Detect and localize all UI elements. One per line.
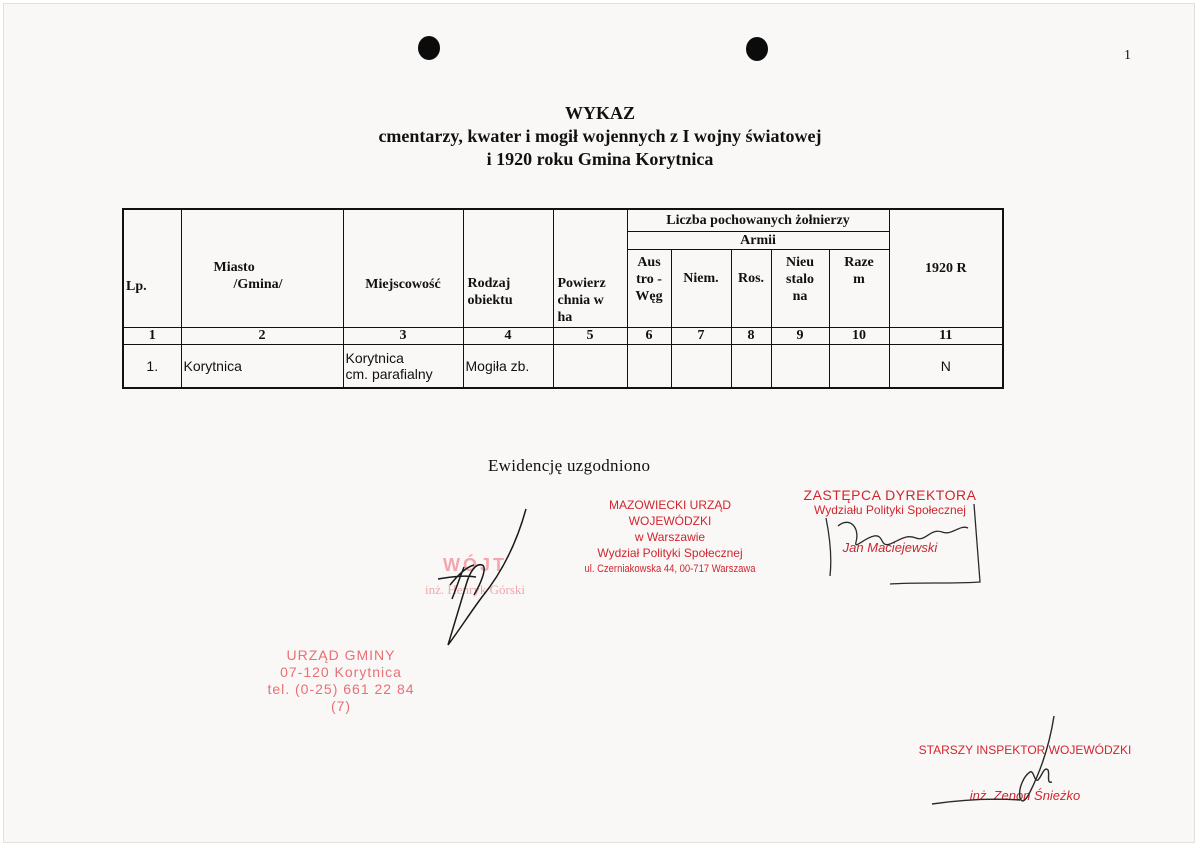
header-razem-line2: m xyxy=(853,271,865,287)
cell-austro xyxy=(627,344,671,388)
column-number: 1 xyxy=(123,327,181,344)
ewidencje-text: Ewidencję uzgodniono xyxy=(488,456,651,475)
column-number: 2 xyxy=(181,327,343,344)
header-miasto xyxy=(181,209,343,327)
header-razem xyxy=(829,249,889,327)
cell-miejscowosc-line2: cm. parafialny xyxy=(345,365,433,382)
cell-rodzaj: Mogiła zb. xyxy=(463,344,553,388)
mazowiecki-stamp-line3: Wydział Polityki Społecznej xyxy=(597,546,743,560)
column-number: 6 xyxy=(627,327,671,344)
header-powierzchnia-line2: chnia w xyxy=(557,292,604,308)
wojt-stamp-line1: WÓJT xyxy=(443,555,507,575)
cell-miasto: Korytnica xyxy=(181,344,343,388)
column-number: 4 xyxy=(463,327,553,344)
wojt-stamp-line2: inż. Henryk Górski xyxy=(424,582,525,597)
zastepca-stamp-line1: ZASTĘPCA DYREKTORA xyxy=(803,487,977,503)
header-miasto-line2: /Gmina/ xyxy=(233,276,283,292)
header-powierzchnia xyxy=(553,209,627,327)
header-miasto-line1: Miasto xyxy=(213,259,255,275)
header-lp: Lp. xyxy=(123,209,181,327)
header-nieustalona-line2: stalo xyxy=(786,271,814,287)
table-row xyxy=(123,344,1003,388)
column-number: 3 xyxy=(343,327,463,344)
column-number: 9 xyxy=(771,327,829,344)
urzad-gminy-stamp-line1: URZĄD GMINY xyxy=(286,647,396,663)
urzad-gminy-stamp-line4: (7) xyxy=(330,698,352,714)
document-title: WYKAZ xyxy=(564,103,635,123)
page-number: 1 xyxy=(1124,48,1131,63)
punch-hole-left xyxy=(418,36,440,60)
wojt-signature xyxy=(430,505,540,650)
column-number: 5 xyxy=(553,327,627,344)
column-number: 7 xyxy=(671,327,731,344)
document-subtitle-line2: i 1920 roku Gmina Korytnica xyxy=(486,149,714,169)
cell-razem xyxy=(829,344,889,388)
header-liczba: Liczba pochowanych żołnierzy xyxy=(627,209,889,231)
mazowiecki-stamp xyxy=(570,497,770,577)
header-austro-line1: Aus xyxy=(637,254,661,270)
header-powierzchnia-line1: Powierz xyxy=(557,275,606,291)
cell-nieustalona xyxy=(771,344,829,388)
cemetery-table xyxy=(122,208,1004,389)
header-armii: Armii xyxy=(627,231,889,249)
header-rodzaj xyxy=(463,209,553,327)
urzad-gminy-stamp-line3: tel. (0-25) 661 22 84 xyxy=(267,681,415,697)
header-razem-line1: Raze xyxy=(844,254,874,270)
cell-powierzchnia xyxy=(553,344,627,388)
column-number: 8 xyxy=(731,327,771,344)
mazowiecki-stamp-line1: MAZOWIECKI URZĄD WOJEWÓDZKI xyxy=(609,498,731,528)
column-number-row xyxy=(123,327,1003,344)
header-1920: 1920 R xyxy=(889,209,1003,327)
column-number: 10 xyxy=(829,327,889,344)
header-ros: Ros. xyxy=(731,249,771,327)
document-subtitle-line1: cmentarzy, kwater i mogił wojennych z I wojny światowej xyxy=(378,126,822,146)
header-niem: Niem. xyxy=(671,249,731,327)
header-powierzchnia-line3: ha xyxy=(557,309,573,325)
header-nieustalona xyxy=(771,249,829,327)
cell-1920: N xyxy=(889,344,1003,388)
cell-lp: 1. xyxy=(123,344,181,388)
cell-miejscowosc-line1: Korytnica xyxy=(345,349,404,366)
header-austro-line2: tro - xyxy=(636,271,662,287)
mazowiecki-stamp-line4: ul. Czerniakowska 44, 00-717 Warszawa xyxy=(584,563,756,575)
urzad-gminy-stamp-line2: 07-120 Korytnica xyxy=(280,664,402,680)
header-nieustalona-line3: na xyxy=(792,288,808,304)
punch-hole-right xyxy=(746,37,768,61)
mazowiecki-stamp-line2: w Warszawie xyxy=(634,530,706,544)
header-austro xyxy=(627,249,671,327)
header-austro-line3: Węg xyxy=(635,288,663,304)
header-nieustalona-line1: Nieu xyxy=(786,254,814,270)
starszy-stamp-name: inż. Zenon Śnieżko xyxy=(969,788,1081,803)
header-rodzaj-line2: obiektu xyxy=(467,292,513,308)
column-number: 11 xyxy=(889,327,1003,344)
zastepca-signature xyxy=(820,498,990,588)
starszy-stamp-line1: STARSZY INSPEKTOR WOJEWÓDZKI xyxy=(918,743,1132,757)
header-miejscowosc: Miejscowość xyxy=(343,209,463,327)
cell-miejscowosc xyxy=(343,344,463,388)
header-rodzaj-line1: Rodzaj xyxy=(467,275,511,291)
zastepca-stamp-name: Jan Maciejewski xyxy=(842,540,938,555)
urzad-gminy-stamp xyxy=(236,647,446,715)
zastepca-stamp-line2: Wydziału Polityki Społecznej xyxy=(814,503,966,517)
cell-ros xyxy=(731,344,771,388)
starszy-signature xyxy=(930,712,1070,812)
cell-niem xyxy=(671,344,731,388)
